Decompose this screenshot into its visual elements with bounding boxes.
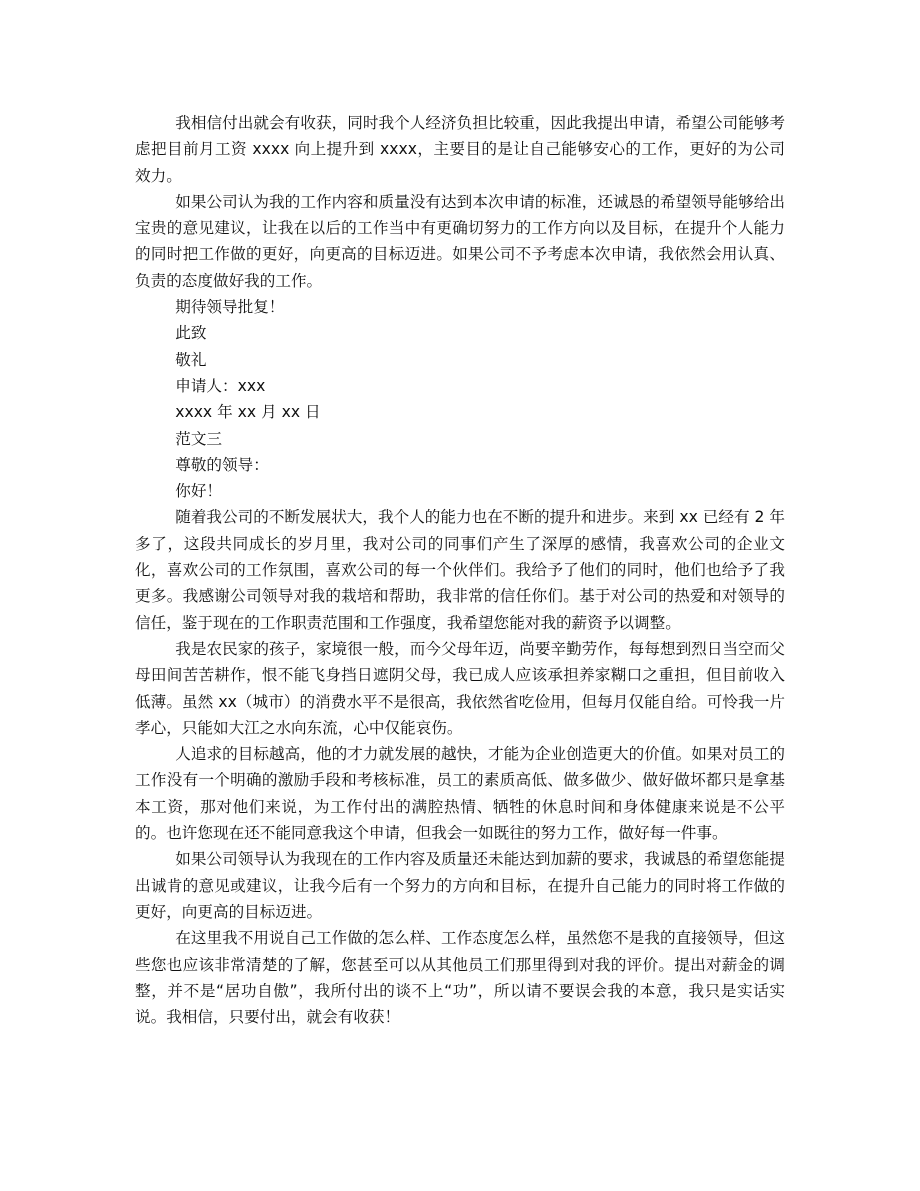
date-line: xxxx 年 xx 月 xx 日 bbox=[175, 403, 321, 422]
paragraph-motivation: 人追求的目标越高，他的才力就发展的越快，才能为企业创造更大的价值。如果对员工的工作没有一个明确的激励手段和考核标准，员工的素质高低、做多做少、做好做坏都只是拿基本工资，那对他们来说，为工作付出的满腔热情、牺牲的休息时间和身体健康来说是不公平的。也许您现在还不能同意我这个申请，但我会一如既往的努力工作，做好每一件事。 bbox=[135, 745, 785, 843]
document-body bbox=[135, 110, 785, 1030]
closing-salutation: 此致 bbox=[175, 324, 207, 343]
greeting-hello: 你好！ bbox=[175, 482, 223, 501]
paragraph-income-request: 我相信付出就会有收获，同时我个人经济负担比较重，因此我提出申请，希望公司能够考虑把目前月工资 xxxx 向上提升到 xxxx，主要目的是让自己能够安心的工作，更好的为公司效力。 bbox=[135, 114, 785, 185]
paragraph-closing-remarks: 在这里我不用说自己工作做的怎么样、工作态度怎么样，虽然您不是我的直接领导，但这些您也应该非常清楚的了解，您甚至可以从其他员工们那里得到对我的评价。提出对薪金的调整，并不是“居功自傲”，我所付出的谈不上“功”，所以请不要误会我的本意，我只是实话实说。我相信，只要付出，就会有收获！ bbox=[135, 929, 785, 1027]
closing-respect: 敬礼 bbox=[175, 350, 207, 369]
section-heading-sample-three: 范文三 bbox=[175, 429, 223, 448]
paragraph-if-rejected: 如果公司认为我的工作内容和质量没有达到本次申请的标准，还诚恳的希望领导能够给出宝贵的意见建议，让我在以后的工作当中有更确切努力的工作方向以及目标，在提升个人能力的同时把工作做的更好，向更高的目标迈进。如果公司不予考虑本次申请，我依然会用认真、负责的态度做好我的工作。 bbox=[135, 192, 785, 290]
applicant-line: 申请人：xxx bbox=[175, 376, 266, 395]
paragraph-family-background: 我是农民家的孩子，家境很一般，而今父母年迈，尚要辛勤劳作，每每想到烈日当空而父母田间苦苦耕作，恨不能飞身挡日遮阴父母，我已成人应该承担养家糊口之重担，但目前收入低薄。虽然 xx（城市）的消费水平不是很高，我依然省吃俭用，但每月仅能自给。可怜我一片孝心，只能如大江之水向东流，心中仅能哀伤。 bbox=[135, 639, 785, 737]
closing-expect-reply: 期待领导批复！ bbox=[175, 298, 285, 317]
paragraph-company-growth: 随着我公司的不断发展状大，我个人的能力也在不断的提升和进步。来到 xx 已经有 2 年多了，这段共同成长的岁月里，我对公司的同事们产生了深厚的感情，我喜欢公司的企业文化，喜欢公司的工作氛围，喜欢公司的每一个伙伴们。我给予了他们的同时，他们也给予了我更多。我感谢公司领导对我的栽培和帮助，我非常的信任你们。基于对公司的热爱和对领导的信任，鉴于现在的工作职责范围和工作强度，我希望您能对我的薪资予以调整。 bbox=[135, 508, 785, 632]
greeting-dear-leader: 尊敬的领导： bbox=[175, 455, 269, 474]
paragraph-seek-advice: 如果公司领导认为我现在的工作内容及质量还未能达到加薪的要求，我诚恳的希望您能提出诚肯的意见或建议，让我今后有一个努力的方向和目标，在提升自己能力的同时将工作做的更好，向更高的目标迈进。 bbox=[135, 850, 785, 921]
